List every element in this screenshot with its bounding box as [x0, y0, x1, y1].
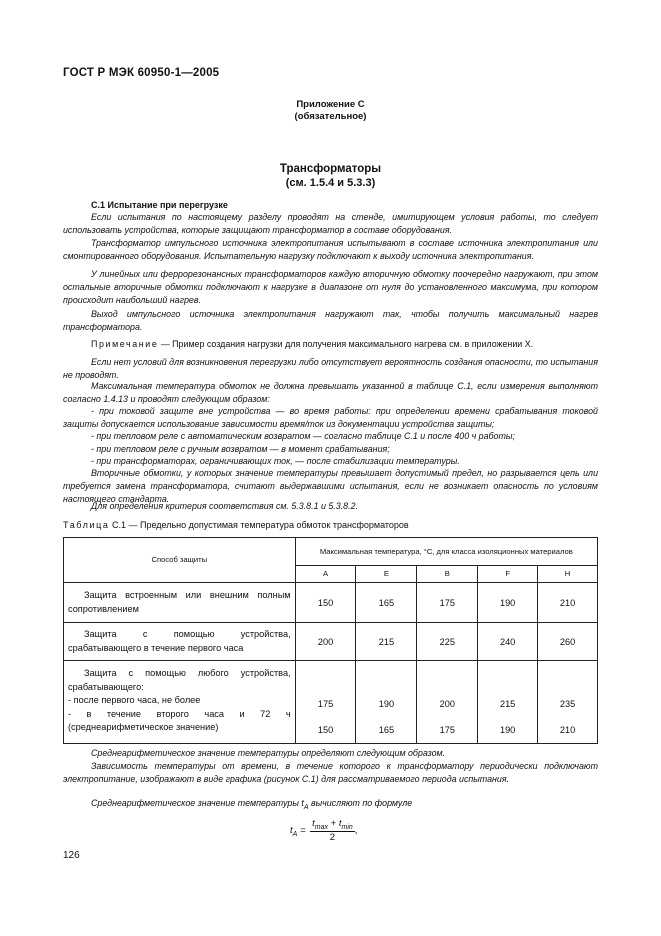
column-header-class-e: E — [356, 566, 417, 583]
section-heading: С.1 Испытание при перегрузке — [91, 200, 228, 210]
formula-equals: = — [299, 824, 309, 836]
paragraph: - при тепловом реле с ручным возвратом — в момент срабатывания; — [91, 444, 390, 454]
column-header-class-a: A — [295, 566, 356, 583]
note-text: — Пример создания нагрузки для получения максимального нагрева см. в приложении X. — [158, 339, 534, 349]
table-cell: 200 — [439, 699, 455, 709]
paragraph: Трансформатор импульсного источника электропитания испытывают в составе источника электропитания или смонтированного оборудования. Испытательную нагрузку подключают к выходу источника электропитания. — [63, 238, 598, 261]
annex-status: (обязательное) — [294, 111, 367, 122]
paragraph: Зависимость температуры от времени, в течение которого к трансформатору периодически подключают электропитание, изображают в виде графика (рисунок С.1) для рассматриваемого периода испытания. — [63, 761, 598, 784]
table-row — [64, 583, 598, 623]
paragraph: Выход импульсного источника электропитания нагружают так, чтобы получить максимальный нагрев трансформатора. — [63, 309, 598, 332]
document-header: ГОСТ Р МЭК 60950-1—2005 — [63, 67, 220, 79]
paragraph: Среднеарифметическое значение температуры определяют следующим образом. — [91, 748, 446, 758]
table-cell: 210 — [559, 725, 576, 735]
annex-heading: Трансформаторы — [279, 163, 382, 175]
table-cell: 190 — [499, 725, 516, 735]
annex-title: Приложение С — [296, 99, 365, 110]
column-header-class-h: H — [538, 566, 598, 583]
formula-numerator: $t_{max} + t_{min}$ — [312, 818, 353, 831]
protection-method: Защита встроенным или внешним полным сопротивлением — [64, 583, 296, 623]
table-cell: 215 — [499, 699, 516, 709]
paragraph: У линейных или феррорезонансных трансформаторов каждую вторичную обмотку поочередно нагружают, при этом остальные вторичные обмотки подключают к нагрузке в диапазоне от нуля до установленного максимума, при котором происходит наибольший нагрев. — [63, 269, 598, 305]
table-cell: 165 — [356, 583, 417, 623]
formula-symbol-subscript: A — [303, 803, 309, 811]
formula-intro-tail: вычисляют по формуле — [308, 798, 413, 808]
protection-method: Защита с помощью любого устройства, срабатывающего: — [68, 668, 291, 692]
protection-method-multi — [64, 661, 296, 744]
table-cell: 175 — [439, 725, 455, 735]
note-label: Примечание — [91, 339, 159, 349]
table-cell: 210 — [538, 583, 598, 623]
column-header-protection: Способ защиты — [64, 538, 296, 583]
page-number: 126 — [63, 850, 80, 861]
table-cell: 225 — [417, 623, 478, 661]
column-header-temperature: Максимальная температура, °С, для класса изоляционных материалов — [295, 538, 597, 566]
formula-lhs: t — [290, 824, 293, 836]
table-cell: 240 — [478, 623, 538, 661]
protection-sub-item: - после первого часа, не более — [68, 695, 201, 705]
formula-denominator: 2 — [329, 831, 336, 843]
temperature-limits-table — [63, 537, 598, 744]
paragraph: Вторичные обмотки, у которых значение температуры превышает допустимый предел, но разрывается цепь или требуется замена трансформатора, считают выдержавшими испытания, если не возникает опасность по условиям настоящего стандарта. — [63, 468, 598, 504]
paragraph: Максимальная температура обмоток не должна превышать указанной в таблице С.1, если измерения выполняют согласно 1.4.13 и проводят следующим образом: — [63, 381, 598, 404]
table-caption-text: С.1 — Предельно допустимая температура обмоток трансформаторов — [109, 520, 409, 530]
paragraph: Если нет условий для возникновения перегрузки либо отсутствует вероятность создания опасности, то испытания не проводят. — [63, 357, 598, 380]
column-header-class-f: F — [478, 566, 538, 583]
table-cell: 215 — [356, 623, 417, 661]
paragraph: - при тепловом реле с автоматическим возвратом — согласно таблице С.1 и после 400 ч работы; — [91, 431, 515, 441]
note — [63, 338, 598, 351]
formula-intro: Среднеарифметическое значение температуры t — [91, 798, 304, 808]
paragraph: - при трансформаторах, ограничивающих ток, — после стабилизации температуры. — [91, 456, 460, 466]
table-cell: 190 — [378, 699, 395, 709]
paragraph: Для определения критерия соответствия см. 5.3.8.1 и 5.3.8.2. — [91, 501, 358, 511]
table-cell: 175 — [317, 699, 334, 709]
formula-fraction — [310, 818, 355, 843]
protection-sub-item: - в течение второго часа и 72 ч (среднеарифметическое значение) — [68, 708, 291, 732]
table-cell: 165 — [378, 725, 395, 735]
formula-lhs-subscript: A — [292, 830, 298, 838]
table-cell: 235 — [559, 699, 576, 709]
formula-comma: , — [354, 824, 358, 836]
formula — [290, 818, 357, 843]
table-cell: 175 — [417, 583, 478, 623]
table-cell: 150 — [295, 583, 356, 623]
table-cell: 190 — [478, 583, 538, 623]
table-cell: 200 — [295, 623, 356, 661]
table-cell: 260 — [538, 623, 598, 661]
paragraph: - при токовой защите вне устройства — во время работы: при определении времени срабатывания токовой защиты допускается использование зависимости время/ток из документации устройства защиты; — [63, 406, 598, 429]
paragraph — [63, 797, 598, 814]
column-header-class-b: B — [417, 566, 478, 583]
paragraph: Если испытания по настоящему разделу проводят на стенде, имитирующем условия работы, то следует использовать устройства, которые защищают трансформатор в составе оборудования. — [63, 212, 598, 235]
protection-method: Защита с помощью устройства, срабатывающего в течение первого часа — [64, 623, 296, 661]
table-caption — [63, 520, 409, 530]
table-cell: 150 — [317, 725, 334, 735]
table-caption-label: Таблица — [63, 520, 110, 530]
table-row — [64, 661, 598, 744]
table-row — [64, 623, 598, 661]
annex-subheading: (см. 1.5.4 и 5.3.3) — [285, 177, 376, 189]
